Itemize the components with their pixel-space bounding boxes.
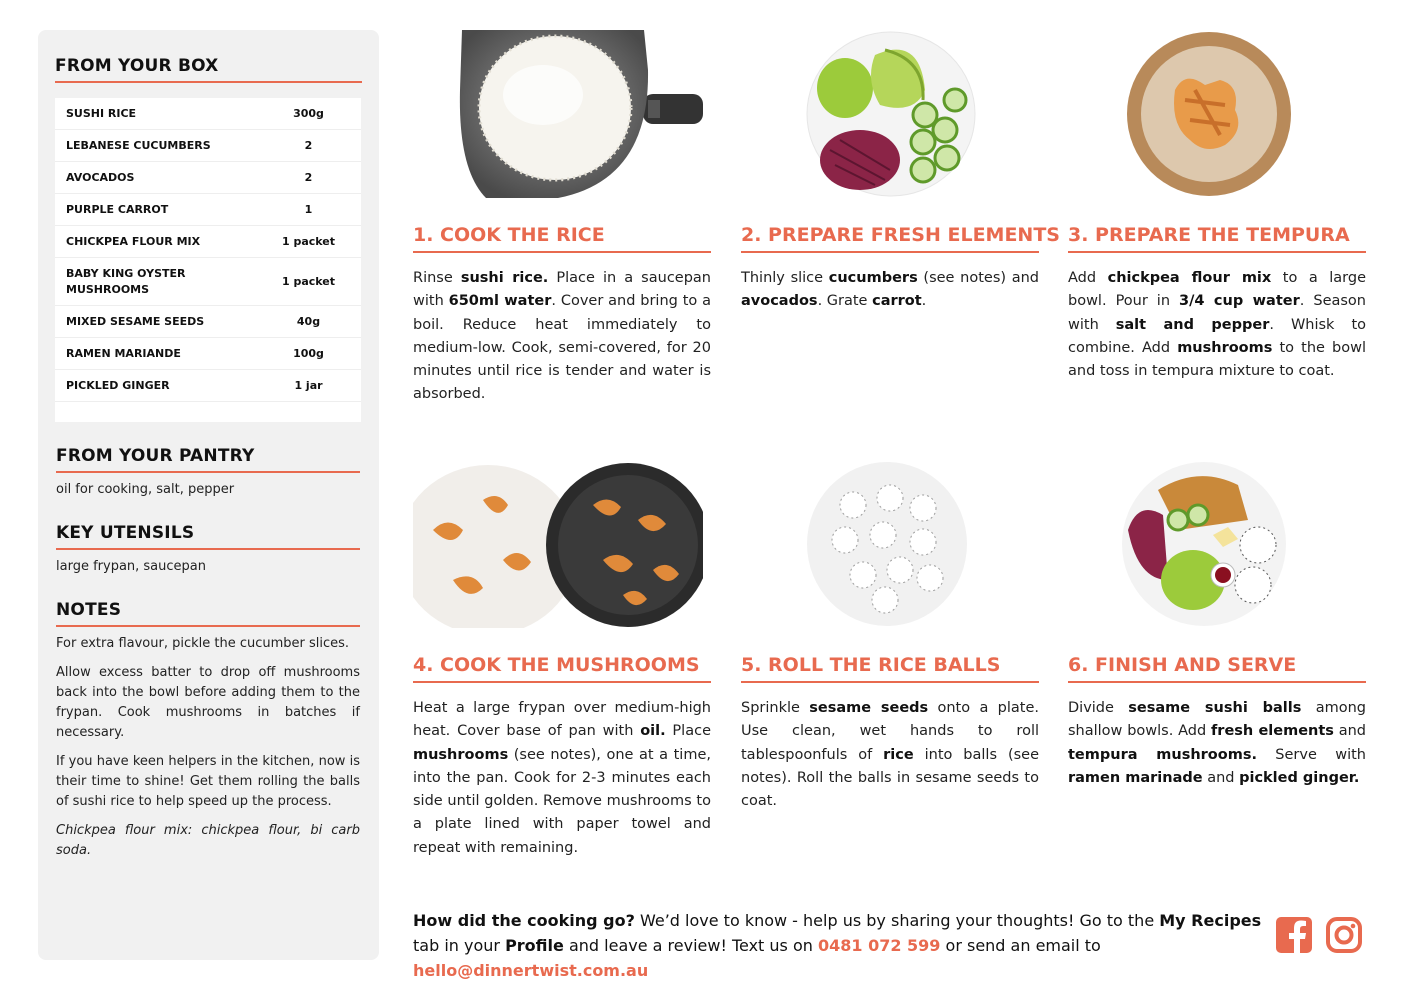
ingredient-name: AVOCADOS	[66, 170, 135, 184]
bold-text: Profile	[505, 936, 564, 955]
bold-text: My Recipes	[1159, 911, 1262, 930]
bold-text: sushi rice.	[460, 270, 549, 286]
step-4-body: Heat a large frypan over medium-high heat. Cover base of pan with oil. Place mushrooms (see notes), one at a time, into the pan. Cook for 2-3 minutes each side until golden. Remove mushrooms to a plate lined with paper towel and repeat with remaining.	[413, 700, 711, 856]
step-6-title: 6. FINISH AND SERVE	[1068, 654, 1366, 683]
step-1-title: 1. COOK THE RICE	[413, 224, 711, 253]
ingredient-name: MIXED SESAME SEEDS	[66, 314, 205, 328]
ingredient-qty: 1	[304, 203, 313, 216]
table-row	[55, 258, 361, 306]
table-row	[55, 306, 361, 338]
step-3-title: 3. PREPARE THE TEMPURA	[1068, 224, 1366, 253]
step-4-title: 4. COOK THE MUSHROOMS	[413, 654, 711, 683]
ingredient-name: PURPLE CARROT	[66, 202, 169, 216]
ingredient-name: PICKLED GINGER	[66, 378, 170, 392]
ingredient-qty: 2	[304, 139, 313, 152]
step-2-title: 2. PREPARE FRESH ELEMENTS	[741, 224, 1039, 253]
bold-text: cucumbers	[828, 270, 918, 286]
notes-list	[56, 634, 360, 870]
table-row	[55, 226, 361, 258]
ingredient-qty: 2	[304, 171, 313, 184]
table-row	[55, 370, 361, 402]
bold-text: 650ml water	[448, 293, 552, 310]
step-6-photo-finished-bowl	[1118, 460, 1290, 628]
bold-text: ramen marinade	[1068, 769, 1203, 786]
ingredient-name: LEBANESE CUCUMBERS	[66, 138, 211, 152]
ingredient-qty: 1 packet	[281, 235, 336, 248]
bold-text: pickled ginger.	[1239, 769, 1360, 786]
table-row	[55, 194, 361, 226]
bold-text: sesame sushi balls	[1128, 700, 1302, 716]
note-item: Chickpea flour mix: chickpea flour, bi carb soda.	[56, 823, 360, 858]
utensils-text: large frypan, saucepan	[56, 559, 206, 574]
note-item: For extra flavour, pickle the cucumber slices.	[56, 636, 350, 651]
step-2-body: Thinly slice cucumbers (see notes) and avocados. Grate carrot.	[741, 270, 1039, 310]
ingredient-name: BABY KING OYSTER MUSHROOMS	[66, 266, 186, 296]
ingredient-qty: 300g	[293, 107, 324, 120]
table-row	[55, 338, 361, 370]
step-1-photo-saucepan-rice	[458, 30, 703, 198]
step-5-photo-rice-balls	[805, 460, 970, 628]
bold-text: sesame seeds	[809, 700, 929, 716]
ingredient-qty: 1 jar	[294, 379, 323, 392]
ingredient-qty: 100g	[293, 347, 324, 360]
pantry-text: oil for cooking, salt, pepper	[56, 482, 235, 497]
from-your-box-title: FROM YOUR BOX	[55, 56, 362, 83]
note-item: Allow excess batter to drop off mushrooms back into the bowl before adding them to the frypan. Cook mushrooms in batches if necessary.	[56, 665, 360, 740]
step-5-title: 5. ROLL THE RICE BALLS	[741, 654, 1039, 683]
feedback-message: How did the cooking go? We’d love to know - help us by sharing your thoughts! Go to the My Recipes tab in your Profile and leave a review! Text us on 0481 072 599 or send an email to hello@dinnertwist.com.au	[413, 911, 1262, 980]
from-your-pantry-title: FROM YOUR PANTRY	[56, 446, 360, 473]
step-3-body: Add chickpea flour mix to a large bowl. Pour in 3/4 cup water. Season with salt and pepper. Whisk to combine. Add mushrooms to the bowl and toss in tempura mixture to coat.	[1068, 270, 1366, 380]
contact-link[interactable]: 0481 072 599	[817, 936, 941, 955]
bold-text: fresh elements	[1210, 723, 1334, 740]
step-3-photo-tempura-bowl	[1125, 30, 1293, 198]
ingredient-name: SUSHI RICE	[66, 106, 137, 120]
step-6-body: Divide sesame sushi balls among shallow bowls. Add fresh elements and tempura mushrooms. Serve with ramen marinade and pickled ginger.	[1068, 700, 1367, 786]
bold-text: avocados	[741, 293, 818, 310]
ingredients-table	[55, 98, 361, 422]
ingredient-qty: 40g	[296, 315, 321, 328]
step-5-body: Sprinkle sesame seeds onto a plate. Use clean, wet hands to roll tablespoonfuls of rice into balls (see notes). Roll the balls in sesame seeds to coat.	[741, 700, 1039, 810]
instagram-icon[interactable]	[1326, 917, 1362, 953]
table-row	[55, 98, 361, 130]
key-utensils-title: KEY UTENSILS	[56, 523, 360, 550]
contact-link[interactable]: hello@dinnertwist.com.au	[413, 961, 649, 980]
bold-text: How did the cooking go?	[413, 911, 635, 930]
bold-text: tempura mushrooms.	[1068, 746, 1257, 763]
bold-text: carrot	[872, 293, 922, 310]
facebook-icon[interactable]	[1276, 917, 1312, 953]
bold-text: chickpea flour mix	[1107, 270, 1272, 286]
ingredient-name: RAMEN MARIANDE	[66, 346, 181, 360]
bold-text: mushrooms	[1177, 339, 1273, 356]
bold-text: salt and pepper	[1115, 316, 1270, 333]
bold-text: oil.	[640, 723, 666, 740]
step-4-photo-frying-mushrooms	[413, 460, 703, 628]
bold-text: 3/4 cup water	[1179, 293, 1300, 310]
table-row	[55, 130, 361, 162]
step-1-body: Rinse sushi rice. Place in a saucepan with 650ml water. Cover and bring to a boil. Reduce heat immediately to medium-low. Cook, semi-covered, for 20 minutes until rice is tender and water is absorbed.	[413, 270, 711, 403]
ingredient-qty: 1 packet	[281, 275, 336, 288]
table-row	[55, 162, 361, 194]
bold-text: mushrooms	[413, 746, 509, 763]
ingredient-name: CHICKPEA FLOUR MIX	[66, 234, 201, 248]
notes-title: NOTES	[56, 600, 360, 627]
bold-text: rice	[883, 746, 914, 763]
note-item: If you have keen helpers in the kitchen, now is their time to shine! Get them rolling the balls of sushi rice to help speed up the process.	[56, 754, 360, 809]
step-2-photo-fresh-elements	[805, 30, 977, 198]
